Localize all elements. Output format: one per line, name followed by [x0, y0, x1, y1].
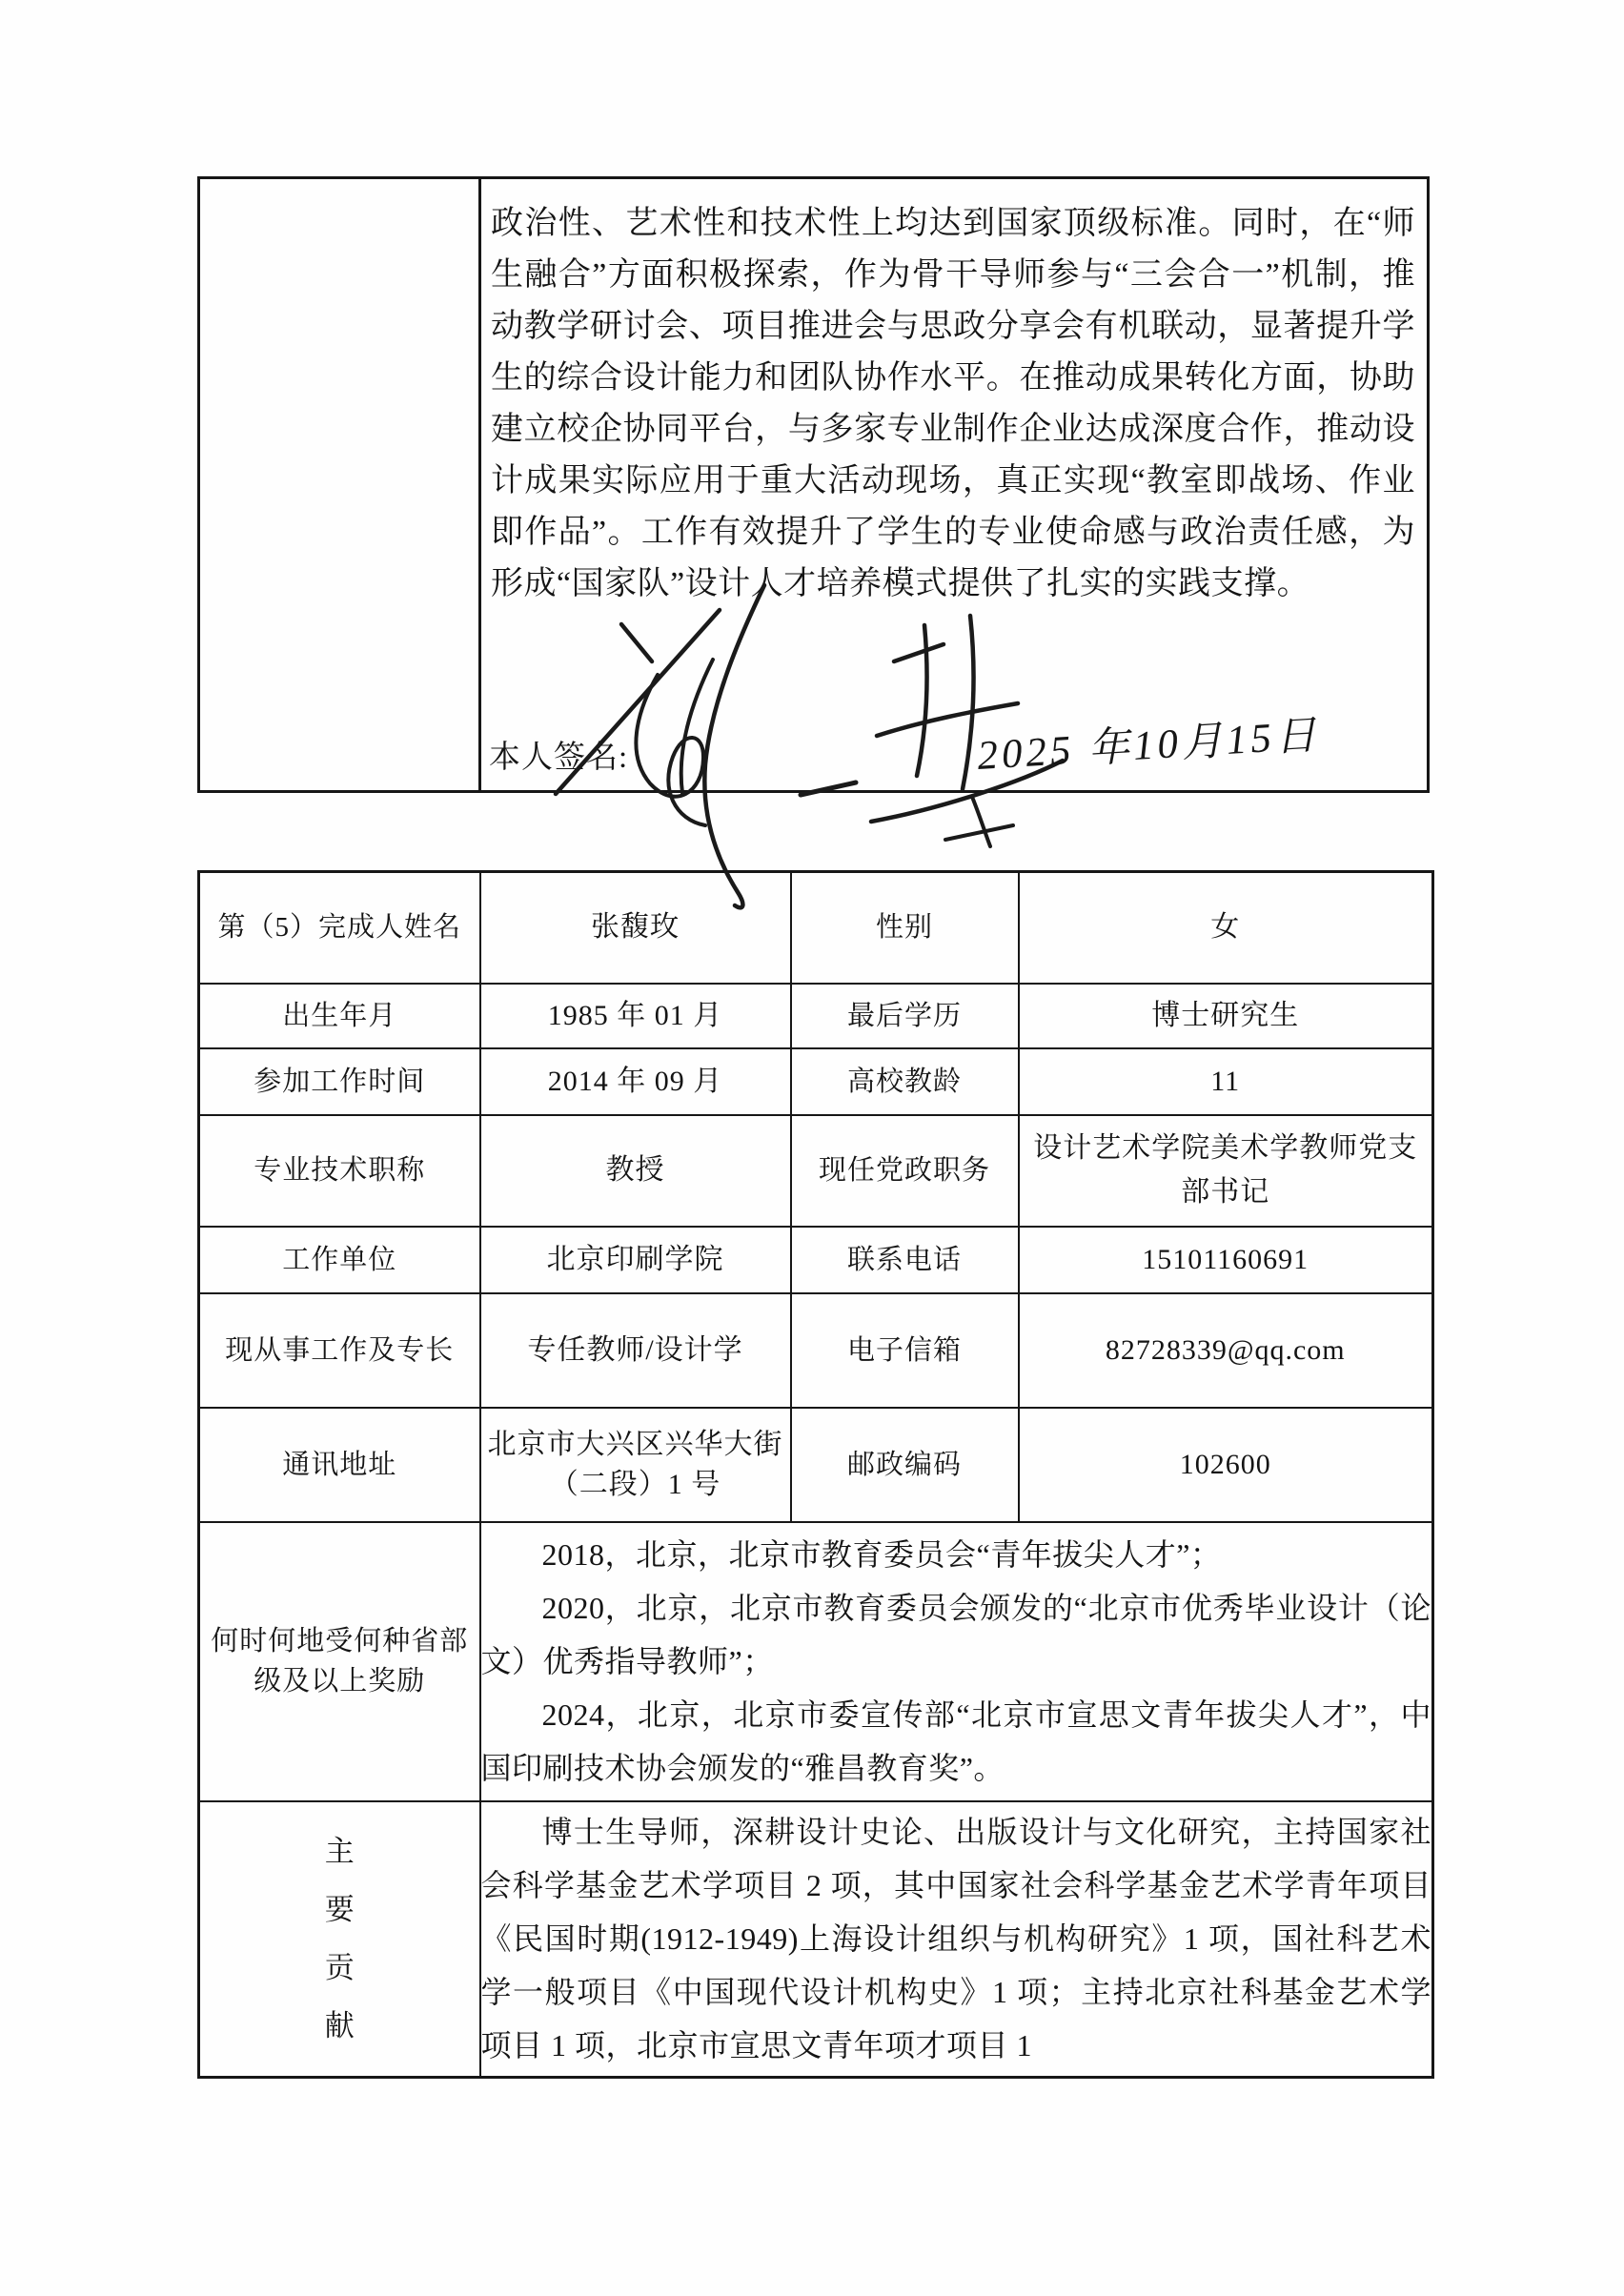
field-value-workstart: 2014 年 09 月 [480, 1048, 791, 1115]
table-row-contributions [199, 1801, 1433, 2078]
table-row [199, 1227, 1433, 1293]
signature-stroke [945, 797, 1013, 846]
field-value-birth: 1985 年 01 月 [480, 984, 791, 1048]
vertical-label-char: 主 [324, 1835, 355, 1869]
field-value-name: 张馥玫 [480, 872, 791, 984]
signature-label: 本人签名: [489, 741, 629, 775]
field-value-employer: 北京印刷学院 [480, 1227, 791, 1293]
field-label-employer: 工作单位 [199, 1227, 480, 1293]
field-label-specialty: 现从事工作及专长 [199, 1293, 480, 1408]
field-label-contributions [199, 1801, 480, 2078]
contributions-paragraph: 博士生导师，深耕设计史论、出版设计与文化研究，主持国家社会科学基金艺术学项目 2 项，其中国家社会科学基金艺术学青年项目《民国时期(1912-1949)上海设计组织与机构研究》1 项，国社科艺术学一般项目《中国现代设计机构史》1 项；主持北京社科基金艺术学项目 1 项，北京市宣思文青年项才项目 1 [480, 1815, 1431, 2063]
completer-info-table [197, 870, 1434, 2079]
vertical-label-char: 要 [324, 1893, 355, 1927]
field-label-partypost: 现任党政职务 [791, 1115, 1019, 1227]
award-item: 2024，北京，北京市委宣传部“北京市宣思文青年拔尖人才”，中国印刷技术协会颁发的“雅昌教育奖”。 [480, 1697, 1431, 1785]
vertical-label-char: 献 [324, 2009, 355, 2043]
field-value-email: 82728339@qq.com [1019, 1293, 1433, 1408]
achievement-statement-table [197, 176, 1430, 793]
field-label-zipcode: 邮政编码 [791, 1408, 1019, 1522]
table-row [199, 984, 1433, 1048]
statement-left-empty-cell [200, 179, 481, 790]
award-item: 2020，北京，北京市教育委员会颁发的“北京市优秀毕业设计（论文）优秀指导教师”； [480, 1591, 1431, 1678]
award-item: 2018，北京，北京市教育委员会“青年拔尖人才”； [541, 1537, 1222, 1572]
field-label-gender: 性别 [791, 872, 1019, 984]
field-value-address: 北京市大兴区兴华大街（二段）1 号 [480, 1408, 791, 1522]
field-label-teachage: 高校教龄 [791, 1048, 1019, 1115]
field-value-phone: 15101160691 [1019, 1227, 1433, 1293]
field-value-partypost: 设计艺术学院美术学教师党支部书记 [1019, 1115, 1433, 1227]
field-value-degree: 博士研究生 [1019, 984, 1433, 1048]
field-value-awards [480, 1522, 1433, 1801]
field-label-awards: 何时何地受何种省部级及以上奖励 [199, 1522, 480, 1801]
statement-content-cell [481, 179, 1427, 790]
table-row [199, 1293, 1433, 1408]
table-row-awards [199, 1522, 1433, 1801]
field-value-zipcode: 102600 [1019, 1408, 1433, 1522]
field-label-title: 专业技术职称 [199, 1115, 480, 1227]
table-row [199, 1115, 1433, 1227]
field-label-address: 通讯地址 [199, 1408, 480, 1522]
table-row [199, 872, 1433, 984]
handwritten-date: 2025 年10月15日 [976, 713, 1322, 779]
field-label-workstart: 参加工作时间 [199, 1048, 480, 1115]
field-label-phone: 联系电话 [791, 1227, 1019, 1293]
field-value-teachage: 11 [1019, 1048, 1433, 1115]
table-row [199, 1408, 1433, 1522]
field-value-specialty: 专任教师/设计学 [480, 1293, 791, 1408]
field-value-contributions [480, 1801, 1433, 2078]
vertical-label-char: 贡 [324, 1951, 355, 1985]
field-label-birth: 出生年月 [199, 984, 480, 1048]
field-label-email: 电子信箱 [791, 1293, 1019, 1408]
table-row [199, 1048, 1433, 1115]
statement-paragraph: 政治性、艺术性和技术性上均达到国家顶级标准。同时，在“师生融合”方面积极探索，作为骨干导师参与“三会合一”机制，推动教学研讨会、项目推进会与思政分享会有机联动，显著提升学生的综合设计能力和团队协作水平。在推动成果转化方面，协助建立校企协同平台，与多家专业制作企业达成深度合作，推动设计成果实际应用于重大活动现场，真正实现“教室即战场、作业即作品”。工作有效提升了学生的专业使命感与政治责任感，为形成“国家队”设计人才培养模式提供了扎实的实践支撑。 [491, 206, 1415, 601]
field-value-title: 教授 [480, 1115, 791, 1227]
vertical-label [200, 1802, 479, 2077]
field-value-gender: 女 [1019, 872, 1433, 984]
field-label-name: 第（5）完成人姓名 [199, 872, 480, 984]
field-label-degree: 最后学历 [791, 984, 1019, 1048]
